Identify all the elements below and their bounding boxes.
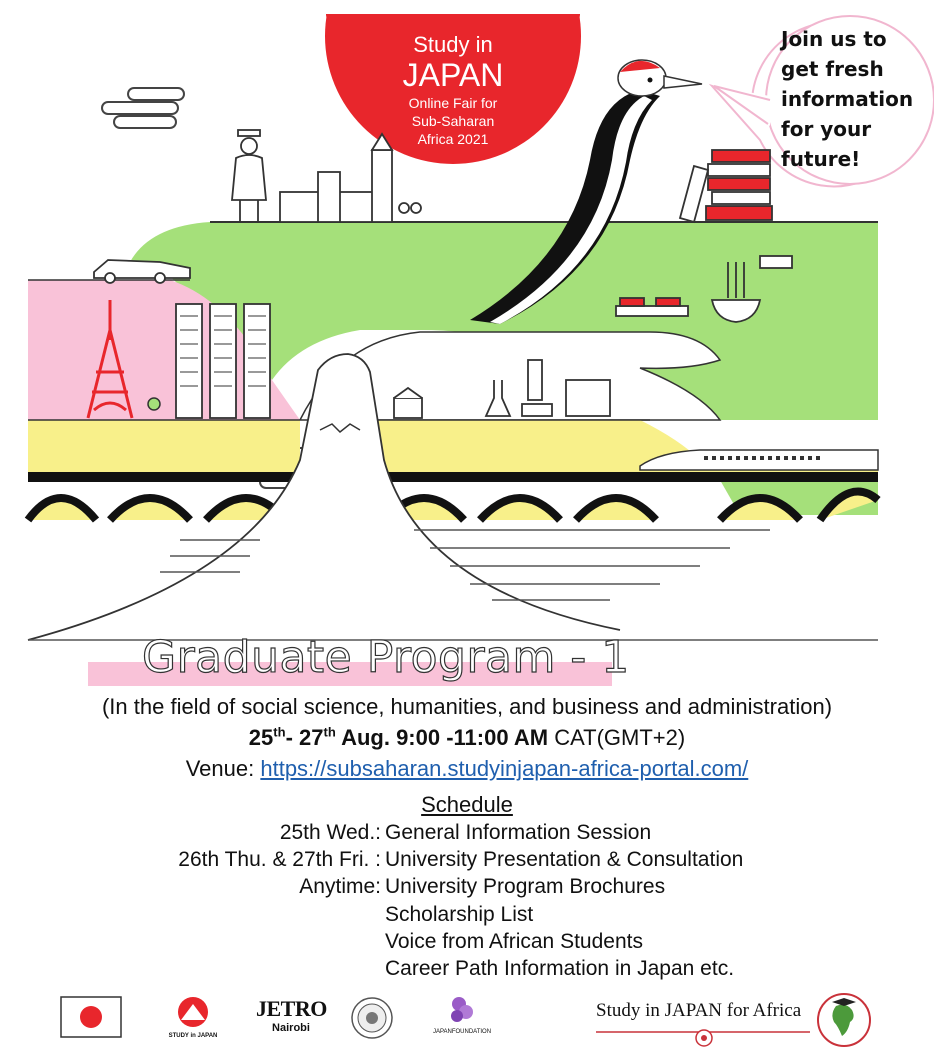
jetro-logo bbox=[256, 996, 326, 1034]
banner-line-5: Africa 2021 bbox=[417, 131, 489, 147]
crane-beak bbox=[664, 76, 702, 88]
bubble-line: future! bbox=[781, 147, 861, 171]
banner-line-4: Sub-Saharan bbox=[411, 113, 495, 129]
cloud-icon bbox=[102, 88, 184, 128]
study-in-japan-for-africa-label: Study in JAPAN for Africa bbox=[596, 1000, 802, 1021]
schedule-value: General Information Session bbox=[385, 821, 652, 844]
bridge-arches bbox=[28, 492, 878, 520]
japan-flag-icon bbox=[60, 996, 122, 1038]
bubble-line: Join us to bbox=[781, 27, 887, 51]
end-day: 27 bbox=[299, 725, 324, 750]
field-description: (In the field of social science, humanities, and business and administration) bbox=[101, 694, 833, 719]
graduate-icon bbox=[232, 130, 266, 222]
yellow-band bbox=[28, 420, 300, 472]
skyscrapers-icon bbox=[176, 304, 270, 418]
japan-foundation-label: JAPANFOUNDATION bbox=[432, 1029, 492, 1035]
jetro-label: JETRO bbox=[256, 996, 327, 1021]
jetro-sub-label: Nairobi bbox=[272, 1022, 310, 1034]
date-time: Aug. 9:00 -11:00 AM bbox=[335, 725, 549, 750]
bullet-train-icon bbox=[640, 450, 878, 470]
banner-line-1: Study in bbox=[413, 32, 493, 57]
venue-line bbox=[0, 756, 934, 782]
study-in-japan-logo bbox=[160, 994, 226, 1046]
study-in-japan-emblem-icon bbox=[173, 994, 213, 1028]
program-title: Graduate Program - 1 bbox=[142, 632, 630, 683]
books-icon bbox=[680, 150, 772, 222]
sakura-divider-icon bbox=[596, 1026, 810, 1050]
schedule-key: 25th Wed.: bbox=[279, 821, 381, 844]
bubble-line: for your bbox=[781, 117, 872, 141]
bubble-line: information bbox=[781, 87, 914, 111]
schedule-value: Voice from African Students bbox=[385, 930, 643, 953]
schedule-key: 26th Thu. & 27th Fri. : bbox=[178, 848, 381, 871]
date-separator: - bbox=[285, 725, 300, 750]
event-dates bbox=[0, 725, 934, 751]
schedule-value: Career Path Information in Japan etc. bbox=[385, 957, 735, 980]
schedule-value: University Presentation & Consultation bbox=[385, 848, 744, 871]
schedule-value: Scholarship List bbox=[385, 903, 534, 926]
venue-link[interactable]: https://subsaharan.studyinjapan-africa-portal.com/ bbox=[260, 756, 749, 781]
embassy-seal-icon bbox=[350, 996, 394, 1040]
venue-label: Venue: bbox=[185, 756, 261, 781]
banner-line-3: Online Fair for bbox=[408, 95, 498, 111]
start-suffix: th bbox=[273, 724, 286, 740]
schedule-key: Anytime: bbox=[299, 875, 381, 898]
study-in-japan-small-label: STUDY in JAPAN bbox=[168, 1033, 218, 1039]
start-day: 25 bbox=[248, 725, 274, 750]
banner-line-2: JAPAN bbox=[402, 57, 504, 93]
bubble-line: get fresh bbox=[781, 57, 884, 81]
schedule-value: University Program Brochures bbox=[385, 875, 666, 898]
bridge-deck bbox=[28, 472, 878, 482]
end-suffix: th bbox=[323, 724, 336, 740]
speech-bubble-text bbox=[781, 24, 931, 174]
timezone: CAT(GMT+2) bbox=[548, 725, 686, 750]
japan-foundation-emblem-icon bbox=[447, 994, 477, 1024]
africa-globe-icon bbox=[816, 992, 872, 1048]
japan-foundation-logo bbox=[424, 994, 500, 1035]
schedule-heading: Schedule bbox=[421, 792, 513, 817]
